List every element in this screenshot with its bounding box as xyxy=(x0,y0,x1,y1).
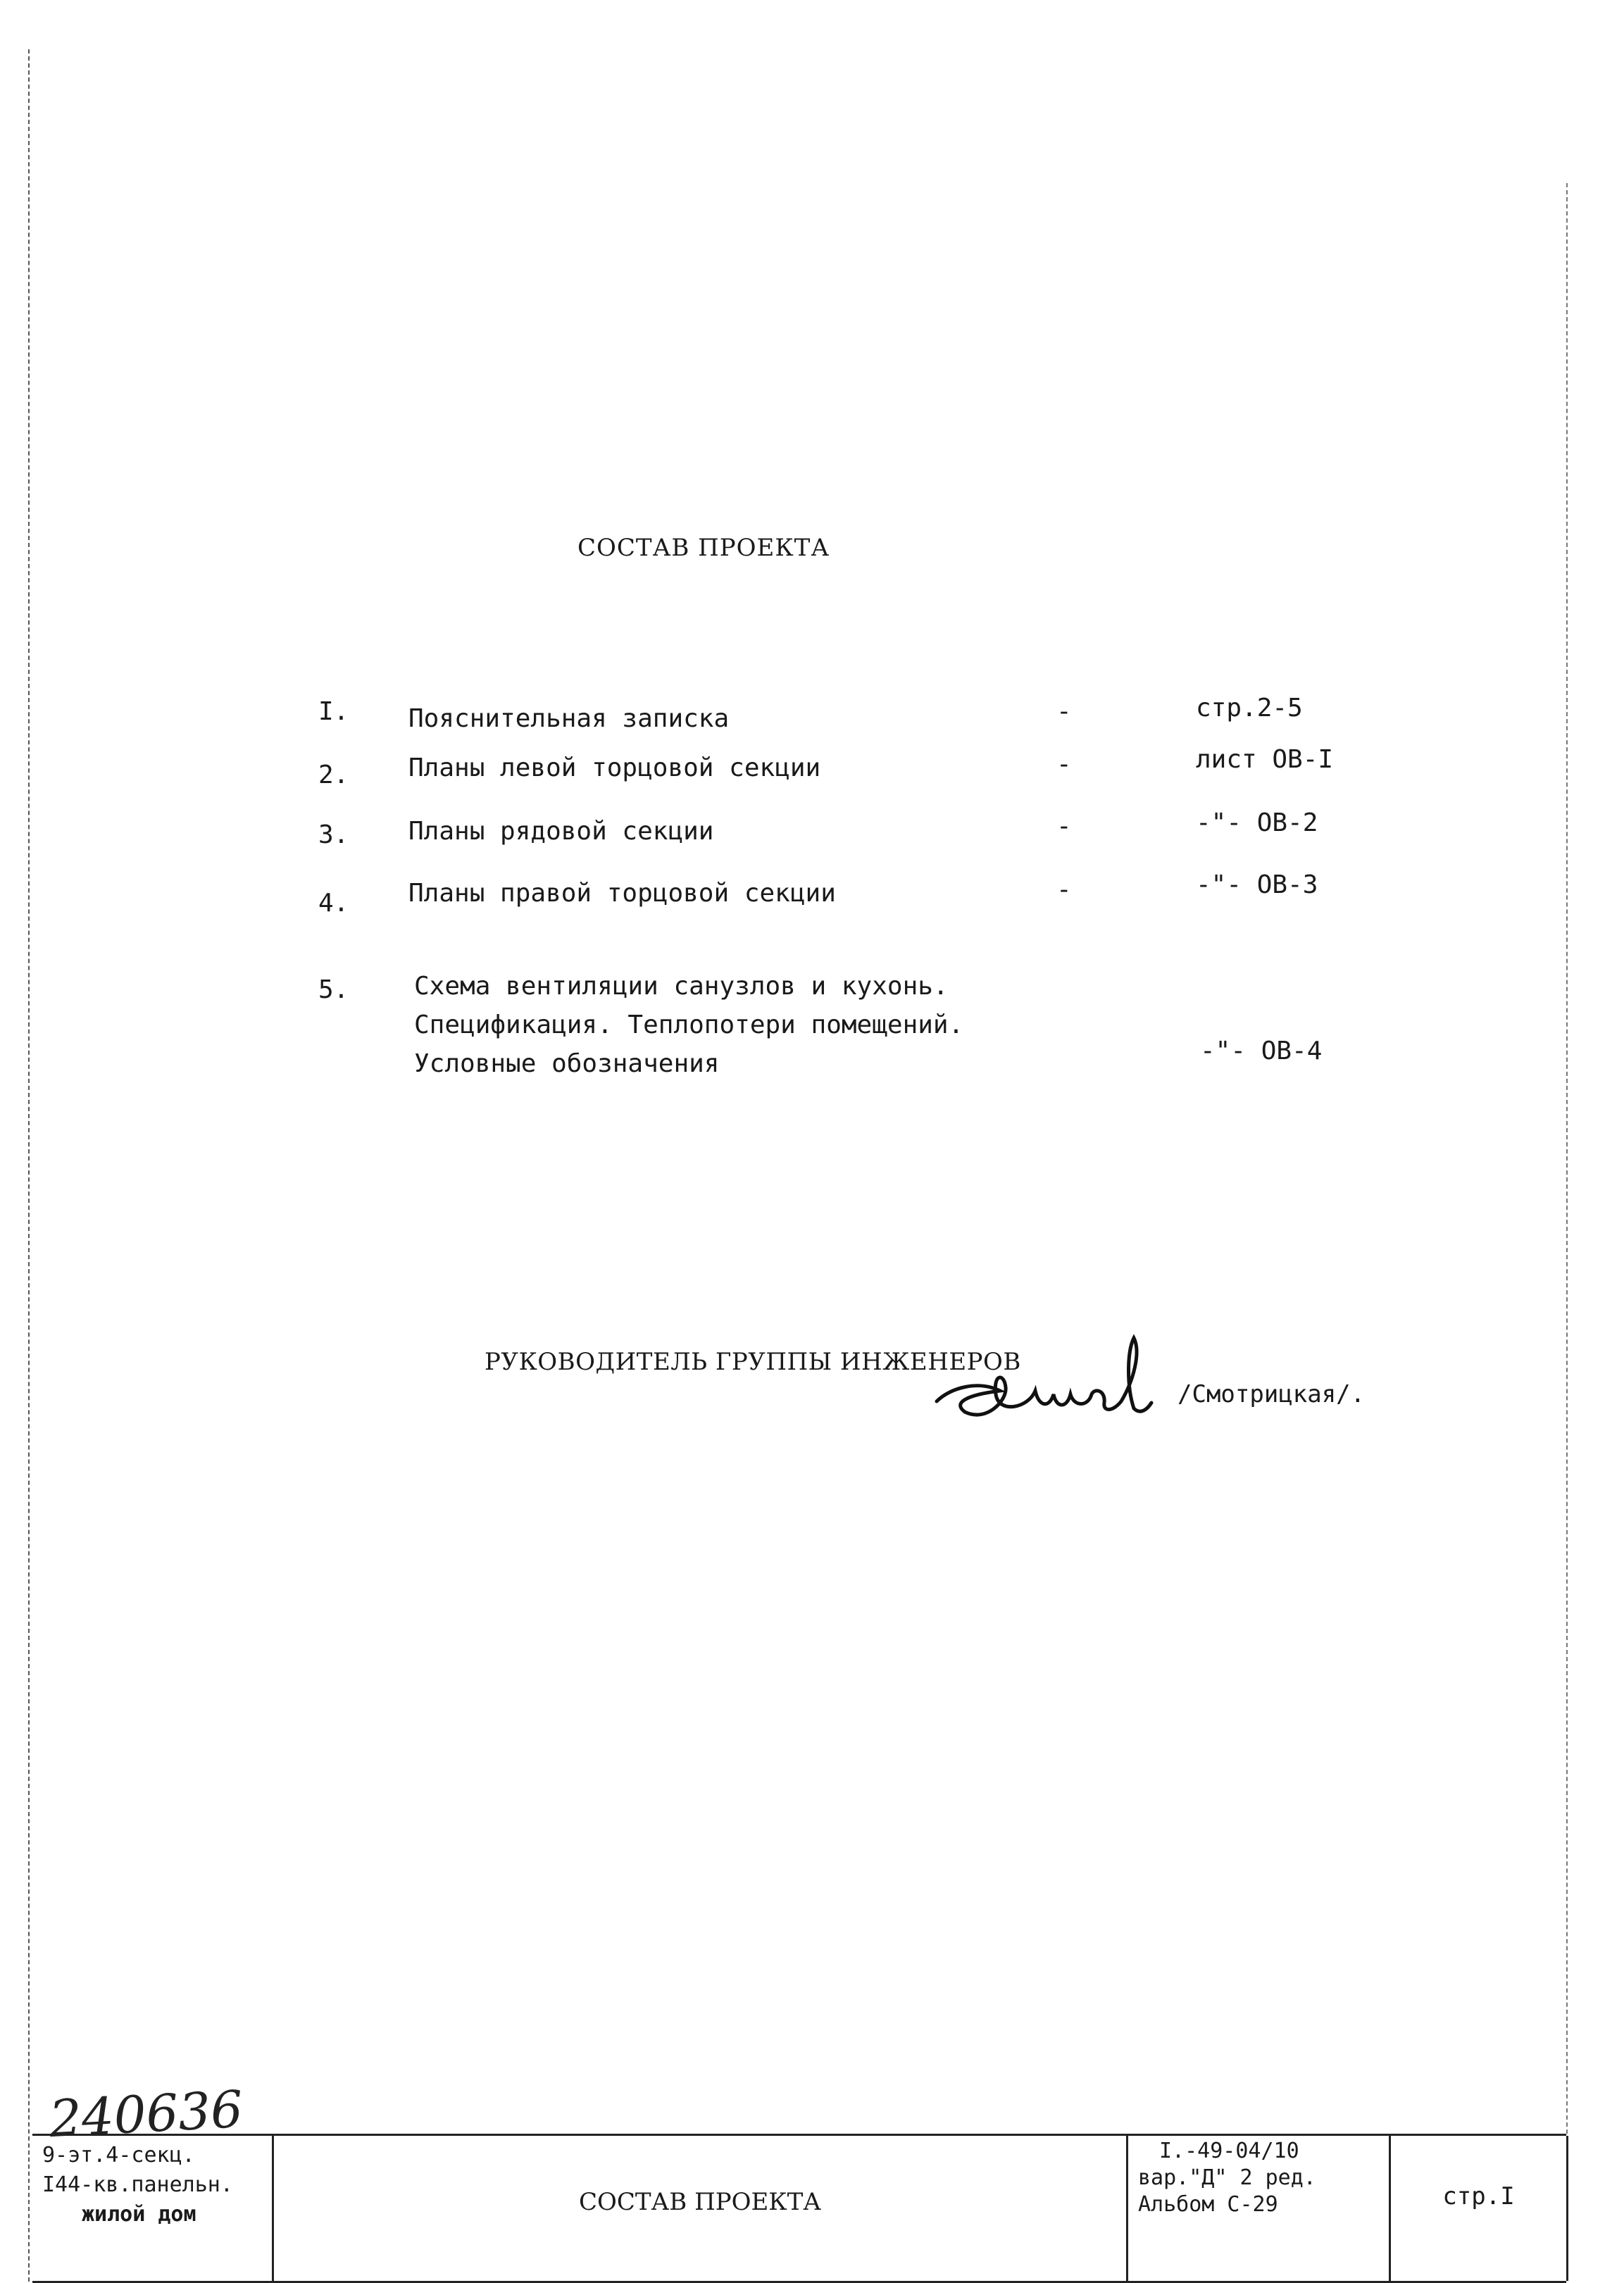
item-number: 4. xyxy=(318,889,349,918)
item-text: Пояснительная записка xyxy=(408,704,730,733)
building-line: I44-кв.панельн. xyxy=(42,2172,233,2197)
signature-name: /Смотрицкая/. xyxy=(1178,1380,1366,1408)
item-number: 3. xyxy=(318,820,349,849)
item-text: Планы рядовой секции xyxy=(408,817,714,846)
item-text-line: Схема вентиляции санузлов и кухонь. xyxy=(414,972,949,1001)
item-number: 2. xyxy=(318,761,349,789)
code-line: I.-49-04/10 xyxy=(1159,2139,1299,2163)
item-dash: - xyxy=(1056,875,1072,904)
handwritten-signature xyxy=(923,1324,1176,1439)
document-title: СОСТАВ ПРОЕКТА xyxy=(577,534,830,562)
item-number: 5. xyxy=(318,975,349,1004)
item-text: Планы правой торцовой секции xyxy=(408,879,836,908)
page-number: стр.I xyxy=(1442,2182,1515,2210)
page-border-right xyxy=(1566,183,1568,2148)
item-ref: стр.2-5 xyxy=(1196,694,1303,723)
item-ref: -"- ОВ-2 xyxy=(1196,808,1318,837)
item-ref: -"- ОВ-4 xyxy=(1200,1037,1323,1065)
title-block-code xyxy=(1128,2136,1391,2281)
code-line: Альбом С-29 xyxy=(1138,2192,1278,2217)
item-text-line: Условные обозначения xyxy=(414,1049,720,1078)
title-block-title xyxy=(274,2136,1128,2281)
item-number: I. xyxy=(318,697,349,726)
item-ref: -"- ОВ-3 xyxy=(1196,870,1318,899)
item-dash: - xyxy=(1056,697,1072,726)
signature-label: РУКОВОДИТЕЛЬ ГРУППЫ ИНЖЕНЕРОВ xyxy=(485,1348,1021,1376)
item-ref: лист ОВ-I xyxy=(1196,745,1334,774)
building-line: 9-эт.4-секц. xyxy=(42,2143,195,2168)
handwritten-archive-number: 240636 xyxy=(47,2079,244,2149)
title-block xyxy=(32,2134,1566,2283)
page-border-left xyxy=(28,49,30,2282)
title-block-building xyxy=(32,2136,274,2281)
building-line: жилой дом xyxy=(82,2202,196,2227)
item-text-line: Спецификация. Теплопотери помещений. xyxy=(414,1011,964,1039)
item-dash: - xyxy=(1056,812,1072,841)
title-block-title-text: СОСТАВ ПРОЕКТА xyxy=(578,2188,822,2216)
code-line: вар."Д" 2 ред. xyxy=(1138,2165,1316,2190)
item-text: Планы левой торцовой секции xyxy=(408,753,821,782)
item-dash: - xyxy=(1056,750,1072,779)
title-block-page xyxy=(1391,2136,1568,2281)
